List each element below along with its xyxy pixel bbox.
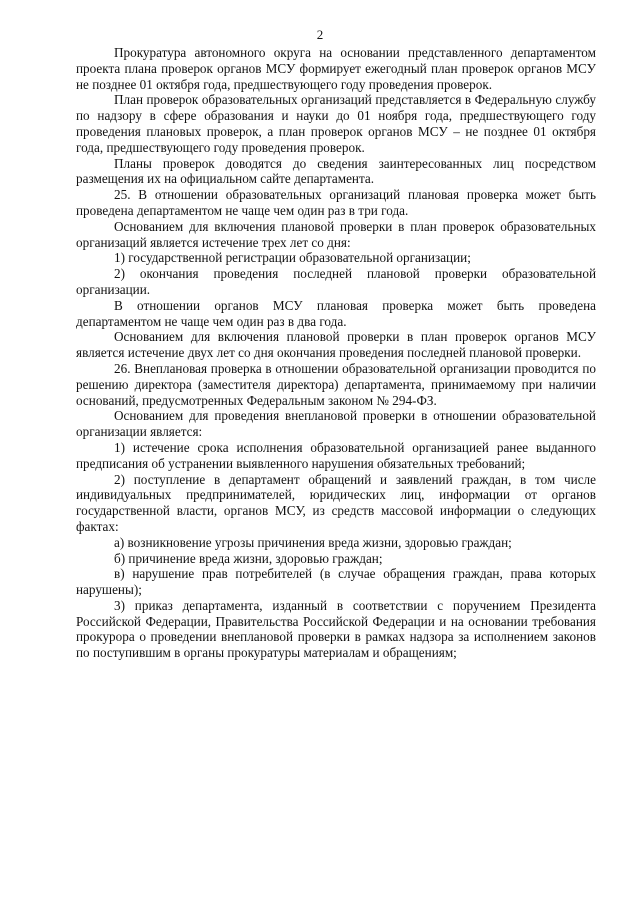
list-item: 1) государственной регистрации образовательной организации; xyxy=(114,250,471,266)
paragraph: 26. Внеплановая проверка в отношении образовательной организации проводится по решению директора (заместителя директора) департамента, принимаемому при наличии оснований, предусмотренных Федеральным законом № 294-ФЗ. xyxy=(76,360,596,408)
list-item: 1) истечение срока исполнения образовательной организацией ранее выданного предписания об устранении выявленного нарушения обязательных требований; xyxy=(76,439,596,471)
paragraph: Основанием для включения плановой проверки в план проверок органов МСУ является истечение двух лет со дня окончания проведения последней плановой проверки. xyxy=(76,329,596,361)
paragraph: 25. В отношении образовательных организаций плановая проверка может быть проведена департаментом не чаще чем один раз в три года. xyxy=(76,187,596,218)
paragraph: Основанием для включения плановой проверки в план проверок образовательных организаций является истечение трех лет со дня: xyxy=(76,218,596,250)
paragraph: Основанием для проведения внеплановой проверки в отношении образовательной организации является: xyxy=(76,408,596,440)
list-item: 2) окончания проведения последней плановой проверки образовательной организации. xyxy=(76,266,596,297)
list-item: 2) поступление в департамент обращений и заявлений граждан, в том числе индивидуальных предпринимателей, юридических лиц, информации от органов государственной власти, органов МСУ, из средств массовой информации о следующих фактах: xyxy=(76,471,596,534)
list-item: б) причинение вреда жизни, здоровью граждан; xyxy=(114,550,383,566)
paragraph: Планы проверок доводятся до сведения заинтересованных лиц посредством размещения их на официальном сайте департамента. xyxy=(76,155,596,187)
paragraph: План проверок образовательных организаций представляется в Федеральную службу по надзору в сфере образования и науки до 01 ноября года, предшествующего году проведения плановых проверок, а план проверок органов МСУ – не позднее 01 октября года, предшествующего году проведения проверок. xyxy=(76,92,596,155)
list-item: а) возникновение угрозы причинения вреда жизни, здоровью граждан; xyxy=(114,534,512,550)
list-item: 3) приказ департамента, изданный в соответствии с поручением Президента Российской Федерации, Правительства Российской Федерации и на основании требования прокурора о проведении внеплановой проверки в рамках надзора за исполнением законов по поступившим в органы прокуратуры материалам и обращениям; xyxy=(76,597,596,661)
document-body xyxy=(76,45,596,661)
list-item: в) нарушение прав потребителей (в случае обращения граждан, права которых нарушены); xyxy=(76,566,596,598)
page-number: 2 xyxy=(316,27,324,42)
paragraph: Прокуратура автономного округа на основании представленного департаментом проекта плана проверок органов МСУ формирует ежегодный план проверок органов МСУ не позднее 01 октября года, предшествующего году проведения проверок. xyxy=(76,45,596,92)
paragraph: В отношении органов МСУ плановая проверка может быть проведена департаментом не чаще чем один раз в два года. xyxy=(76,297,596,329)
